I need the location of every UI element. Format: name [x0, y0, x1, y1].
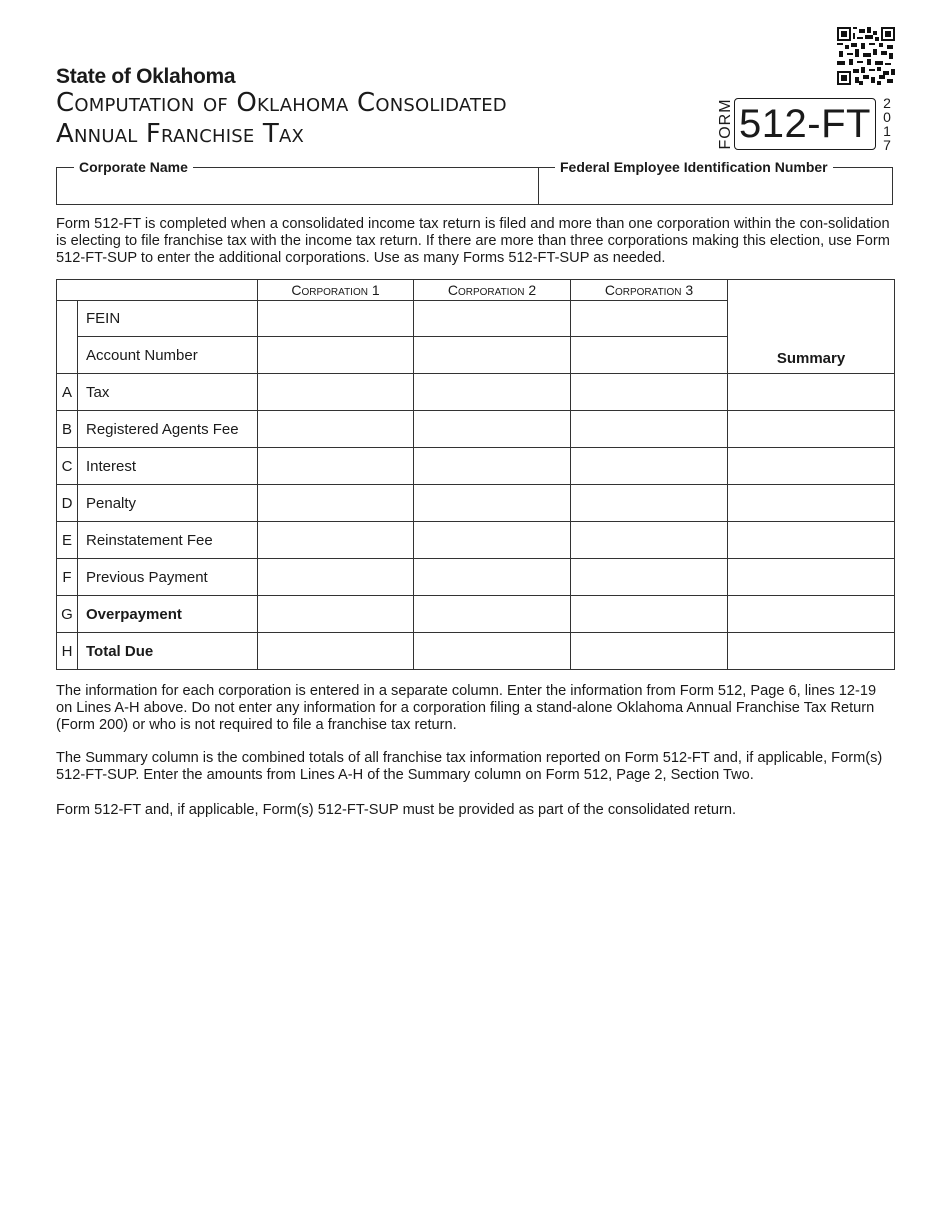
line-letter: F	[57, 559, 78, 596]
table-row-line-d	[57, 485, 895, 522]
tax-year-digit: 2	[883, 95, 891, 111]
column-header-corporation-2: Corporation 2	[414, 280, 571, 301]
state-name: State of Oklahoma	[56, 65, 236, 88]
corporate-name-field[interactable]	[57, 168, 538, 205]
line-f-summary-cell[interactable]	[728, 559, 895, 596]
column-header-corporation-1: Corporation 1	[258, 280, 414, 301]
line-letter: D	[57, 485, 78, 522]
instruction-paragraph-2: The Summary column is the combined totals of all franchise tax information reported on Form 512-FT and, if applicable, Form(s) 512-FT-SUP. Enter the amounts from Lines A-H of the Summary column on Form 512, Page 2, Section Two.	[56, 750, 883, 783]
line-c-summary-cell[interactable]	[728, 448, 895, 485]
row-label-fein: FEIN	[78, 301, 258, 337]
line-c-corporation-2-cell[interactable]	[414, 448, 571, 485]
line-f-corporation-2-cell[interactable]	[414, 559, 571, 596]
line-g-summary-cell[interactable]	[728, 596, 895, 633]
corporate-name-label: Corporate Name	[74, 159, 193, 175]
account-corporation-2-cell[interactable]	[414, 337, 571, 374]
line-label-interest: Interest	[78, 448, 258, 485]
line-h-summary-cell[interactable]	[728, 633, 895, 670]
line-h-corporation-2-cell[interactable]	[414, 633, 571, 670]
row-letter-blank	[57, 301, 78, 374]
tax-year-digit: 0	[883, 109, 891, 125]
line-letter: B	[57, 411, 78, 448]
line-label-registered-agents-fee: Registered Agents Fee	[78, 411, 258, 448]
form-title-line-1: Computation of Oklahoma Consolidated	[56, 88, 507, 118]
line-letter: H	[57, 633, 78, 670]
line-label-tax: Tax	[78, 374, 258, 411]
line-b-corporation-2-cell[interactable]	[414, 411, 571, 448]
line-h-corporation-3-cell[interactable]	[571, 633, 728, 670]
line-d-corporation-3-cell[interactable]	[571, 485, 728, 522]
fein-field[interactable]	[539, 168, 893, 205]
line-h-corporation-1-cell[interactable]	[258, 633, 414, 670]
line-b-corporation-3-cell[interactable]	[571, 411, 728, 448]
franchise-tax-table	[56, 279, 895, 670]
tax-year-digit: 7	[883, 137, 891, 153]
instruction-paragraph-1: The information for each corporation is entered in a separate column. Enter the information from Form 512, Page 6, lines 12-19 on Lines A-H above. Do not enter any information for a corporation filing a stand-alone Oklahoma Annual Franchise Tax Return (Form 200) or who is not required to file a franchise tax return.	[56, 683, 877, 733]
line-e-corporation-1-cell[interactable]	[258, 522, 414, 559]
intro-text: Form 512-FT is completed when a consolidated income tax return is filed and more than one corporation within the con-solidation is electing to file franchise tax with the income tax return. If there are more than three corporations making this election, use Form 512-FT-SUP to enter the additional corporations. Use as many Forms 512-FT-SUP as needed.	[56, 216, 890, 266]
line-d-summary-cell[interactable]	[728, 485, 895, 522]
table-row-line-c	[57, 448, 895, 485]
instruction-paragraph-3: Form 512-FT and, if applicable, Form(s) 512-FT-SUP must be provided as part of the consolidated return.	[56, 802, 736, 818]
form-word-label: FORM	[717, 98, 734, 150]
line-e-corporation-2-cell[interactable]	[414, 522, 571, 559]
line-f-corporation-1-cell[interactable]	[258, 559, 414, 596]
line-b-corporation-1-cell[interactable]	[258, 411, 414, 448]
line-d-corporation-2-cell[interactable]	[414, 485, 571, 522]
line-f-corporation-3-cell[interactable]	[571, 559, 728, 596]
line-e-summary-cell[interactable]	[728, 522, 895, 559]
table-header-row	[57, 280, 895, 301]
line-label-reinstatement-fee: Reinstatement Fee	[78, 522, 258, 559]
line-label-overpayment: Overpayment	[78, 596, 258, 633]
fein-corporation-2-cell[interactable]	[414, 301, 571, 337]
line-letter: G	[57, 596, 78, 633]
line-a-corporation-3-cell[interactable]	[571, 374, 728, 411]
fein-corporation-1-cell[interactable]	[258, 301, 414, 337]
identification-box	[56, 159, 893, 205]
account-corporation-1-cell[interactable]	[258, 337, 414, 374]
fein-label: Federal Employee Identification Number	[555, 159, 833, 175]
line-letter: A	[57, 374, 78, 411]
row-label-account-number: Account Number	[78, 337, 258, 374]
table-row-line-e	[57, 522, 895, 559]
table-row-line-g	[57, 596, 895, 633]
column-header-summary: Summary	[728, 280, 895, 374]
line-label-total-due: Total Due	[78, 633, 258, 670]
line-e-corporation-3-cell[interactable]	[571, 522, 728, 559]
table-row-line-h	[57, 633, 895, 670]
table-row-line-f	[57, 559, 895, 596]
line-label-penalty: Penalty	[78, 485, 258, 522]
form-title	[56, 88, 507, 150]
line-a-corporation-2-cell[interactable]	[414, 374, 571, 411]
form-title-line-2: Annual Franchise Tax	[56, 119, 305, 149]
tax-year-digit: 1	[883, 123, 891, 139]
column-header-corporation-3: Corporation 3	[571, 280, 728, 301]
line-g-corporation-2-cell[interactable]	[414, 596, 571, 633]
line-b-summary-cell[interactable]	[728, 411, 895, 448]
tax-year	[880, 96, 894, 152]
line-a-summary-cell[interactable]	[728, 374, 895, 411]
table-row-line-b	[57, 411, 895, 448]
form-number: 512-FT	[734, 98, 876, 150]
qr-code-icon	[837, 27, 895, 85]
line-a-corporation-1-cell[interactable]	[258, 374, 414, 411]
table-row-line-a	[57, 374, 895, 411]
line-c-corporation-1-cell[interactable]	[258, 448, 414, 485]
line-label-previous-payment: Previous Payment	[78, 559, 258, 596]
line-d-corporation-1-cell[interactable]	[258, 485, 414, 522]
header-blank-cell	[57, 280, 258, 301]
line-letter: E	[57, 522, 78, 559]
account-corporation-3-cell[interactable]	[571, 337, 728, 374]
line-g-corporation-1-cell[interactable]	[258, 596, 414, 633]
line-g-corporation-3-cell[interactable]	[571, 596, 728, 633]
line-c-corporation-3-cell[interactable]	[571, 448, 728, 485]
line-letter: C	[57, 448, 78, 485]
fein-corporation-3-cell[interactable]	[571, 301, 728, 337]
